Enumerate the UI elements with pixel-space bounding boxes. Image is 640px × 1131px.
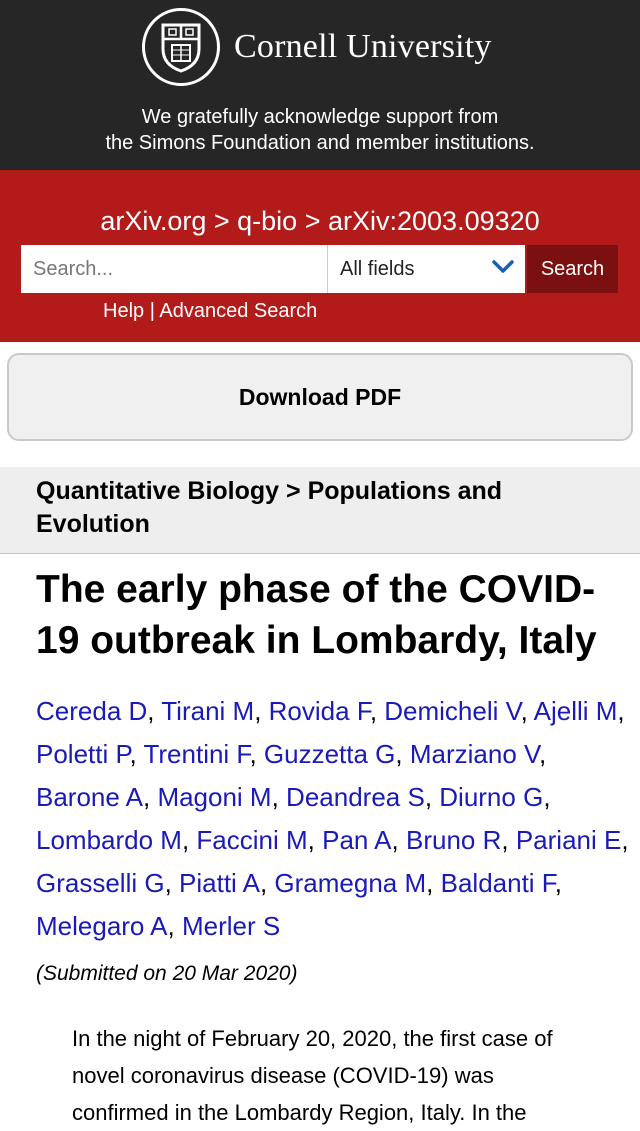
author-link[interactable]: Merler S xyxy=(181,911,281,941)
search-field-value: All fields xyxy=(340,257,415,280)
author-link[interactable]: Pan A xyxy=(322,825,392,855)
author-link[interactable]: Deandrea S xyxy=(286,782,425,812)
acknowledgement-line-1: We gratefully acknowledge support from xyxy=(141,106,499,128)
author-link[interactable]: Poletti P xyxy=(36,739,130,769)
author-link[interactable]: Barone A xyxy=(36,782,143,812)
search-field-select[interactable] xyxy=(327,245,525,293)
search-input[interactable] xyxy=(21,245,327,293)
cornell-wordmark: Cornell University xyxy=(234,28,492,65)
cornell-header xyxy=(0,0,640,170)
breadcrumb-qbio-link[interactable]: q-bio xyxy=(237,206,298,236)
breadcrumb xyxy=(0,206,640,237)
breadcrumb-paper-id: arXiv:2003.09320 xyxy=(327,206,540,236)
author-list: Cereda D, Tirani M, Rovida F, Demicheli V, Ajelli M, Poletti P, Trentini F, Guzzetta G, Marziano V, Barone A, Magoni M, Deandrea S, Diurno G, Lombardo M, Faccini M, Pan A, Bruno R, Pariani E, Grasselli G, Piatti A, Gramegna M, Baldanti F, Melegaro A, Merler S xyxy=(36,696,629,941)
cornell-seal-icon xyxy=(142,8,220,86)
author-link[interactable]: Tirani M xyxy=(161,696,255,726)
paper-title: The early phase of the COVID-19 outbreak in Lombardy, Italy xyxy=(36,568,597,662)
arxiv-header xyxy=(0,170,640,342)
acknowledgement-line-2: the Simons Foundation and member institutions. xyxy=(105,132,535,154)
author-link[interactable]: Bruno R xyxy=(405,825,502,855)
submission-date: (Submitted on 20 Mar 2020) xyxy=(36,962,298,985)
help-link[interactable]: Help xyxy=(103,300,145,322)
search-button[interactable]: Search xyxy=(527,245,618,293)
download-section xyxy=(0,342,640,467)
advanced-search-link[interactable]: Advanced Search xyxy=(159,300,318,322)
breadcrumb-separator: > xyxy=(297,206,328,236)
author-link[interactable]: Baldanti F xyxy=(440,868,555,898)
author-link[interactable]: Demicheli V xyxy=(384,696,521,726)
help-links xyxy=(103,300,317,323)
author-link[interactable]: Magoni M xyxy=(157,782,272,812)
author-link[interactable]: Piatti A xyxy=(179,868,260,898)
download-pdf-button[interactable]: Download PDF xyxy=(7,353,633,441)
subject-heading: Quantitative Biology > Populations and Evolution xyxy=(0,467,640,554)
author-link[interactable]: Pariani E xyxy=(515,825,622,855)
cornell-logo-link[interactable] xyxy=(142,8,492,86)
author-link[interactable]: Grasselli G xyxy=(36,868,165,898)
author-link[interactable]: Gramegna M xyxy=(274,868,427,898)
acknowledgement xyxy=(0,104,640,156)
breadcrumb-separator: > xyxy=(206,206,238,236)
author-link[interactable]: Faccini M xyxy=(196,825,308,855)
author-link[interactable]: Melegaro A xyxy=(36,911,168,941)
search-form xyxy=(21,245,618,293)
author-link[interactable]: Trentini F xyxy=(143,739,250,769)
chevron-down-icon xyxy=(491,258,515,281)
help-separator: | xyxy=(144,300,160,322)
author-link[interactable]: Marziano V xyxy=(409,739,539,769)
author-link[interactable]: Ajelli M xyxy=(533,696,618,726)
author-link[interactable]: Diurno G xyxy=(439,782,544,812)
author-link[interactable]: Rovida F xyxy=(268,696,370,726)
breadcrumb-arxiv-link[interactable]: arXiv.org xyxy=(100,206,207,236)
author-link[interactable]: Guzzetta G xyxy=(263,739,396,769)
author-link[interactable]: Cereda D xyxy=(36,696,148,726)
abstract-text: In the night of February 20, 2020, the first case of novel coronavirus disease (COVID-19) was confirmed in the Lombardy Region, Italy. In the xyxy=(72,1026,553,1125)
author-link[interactable]: Lombardo M xyxy=(36,825,182,855)
